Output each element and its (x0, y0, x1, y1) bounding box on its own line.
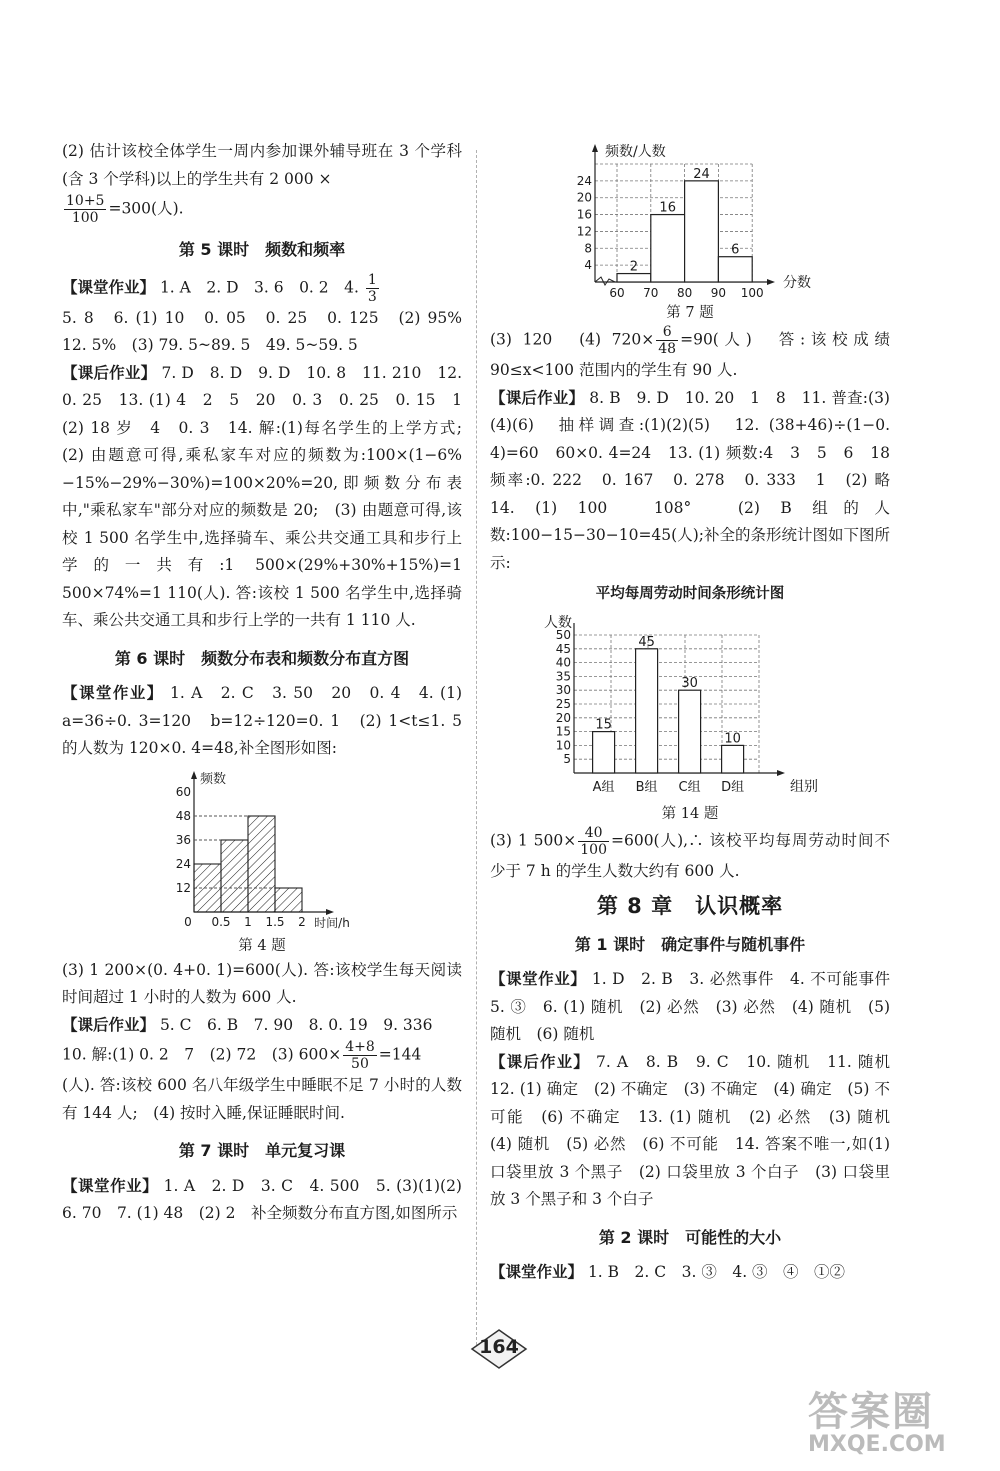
fraction-numerator: 6 (656, 324, 678, 341)
y-axis-label: 人数 (544, 614, 572, 631)
column-divider (476, 150, 477, 1350)
x-axis-arrow (777, 770, 785, 776)
x-tick-label: 60 (609, 286, 625, 300)
right-column (490, 138, 906, 1287)
bar-data-label: 10 (724, 730, 741, 746)
chart-caption-q4: 第 4 题 (238, 937, 286, 954)
ch8-lesson1-class-work (490, 966, 906, 1049)
text-span: =600(人),∴ 该校平均每周劳动时间不少于 7 h 的学生人数大约有 600 人. (490, 831, 890, 880)
fraction-numerator: 1 (367, 271, 377, 288)
fraction (366, 272, 379, 305)
x-tick-label: 0.5 (211, 914, 231, 929)
x-tick-label: 0 (184, 914, 192, 929)
section-heading-lesson7: 第 7 课时 单元复习课 (178, 1141, 346, 1160)
text-span: 8. B 9. D 10. 20 1 8 11. 普查:(3)(4)(6) 抽样调查:(1)(2)(5) 12. (38+46)÷(1−0. 4)=60 60×0. 4=24 13. (1) 频数:4 3 5 6 18 频率:0. 222 0. 167 0. 278 0. 333 1 (2) 略 14. (1) 100 108° (2) B 组的人数:100−15−30−10=45(人);补全的条形统计图如下图所示: (490, 388, 906, 572)
text-span: 1. A 2. C 3. 50 20 0. 4 4. (1) a=36÷0. 3=120 b=12÷120=0. 1 (2) 1<t≤1. 5 的人数为 120×0. 4=48,补全图形如图: (62, 684, 462, 757)
fraction-denominator: 48 (658, 341, 677, 357)
section-tag: 【课堂作业】 (62, 278, 156, 296)
y-tick-label: 40 (555, 655, 571, 670)
x-category-label: A组 (592, 779, 615, 795)
bar-data-label: 45 (638, 634, 655, 650)
text-span: 7. A 8. B 9. C 10. 随机 11. 随机 12. (1) 确定 (2) 不确定 (3) 不确定 (4) 确定 (5) 不可能 (6) 不确定 13. (1) 随机 (2) 必然 (3) 随机 (4) 随机 (5) 必然 (6) 不可能 14. 答案不唯一,如(1) 口袋里放 3 个黑子 (2) 口袋里放 3 个白子 (3) 口袋里放 3 个黑子和 3 个白子 (490, 1052, 906, 1208)
y-tick-label: 4 (584, 258, 592, 273)
left-column (62, 138, 478, 1228)
y-tick-label: 20 (555, 710, 571, 725)
x-axis-label: 时间/h (314, 915, 350, 930)
section-tag: 【课后作业】 (490, 388, 585, 407)
y-tick-label: 12 (175, 880, 191, 895)
histogram-bar (685, 181, 719, 282)
x-axis-label: 分数 (783, 275, 811, 291)
fraction-numerator: 40 (578, 825, 609, 842)
y-tick-label: 5 (563, 751, 571, 766)
y-tick-label: 25 (555, 696, 571, 711)
watermark-logo: 答案圈 (808, 1389, 934, 1435)
lesson5-answers-cont: 5. 8 6. (1) 10 0. 05 0. 25 0. 125 (2) 95% 12. 5% (3) 79. 5~89. 5 49. 5~59. 5 (62, 308, 478, 354)
bar-data-label: 16 (659, 200, 676, 216)
bar (593, 731, 615, 772)
x-axis-arrow (767, 279, 775, 285)
section-tag: 【课后作业】 (62, 363, 157, 382)
fraction-denominator: 100 (580, 841, 607, 858)
x-category-label: B组 (635, 779, 658, 795)
y-tick-label: 20 (576, 190, 592, 205)
text-span: =300(人). (108, 199, 184, 218)
ch8-lesson2-class-work (490, 1259, 890, 1287)
x-category-label: C组 (678, 779, 701, 795)
bar-data-label: 6 (731, 242, 740, 258)
y-tick-label: 24 (175, 856, 191, 871)
y-tick-label: 12 (576, 224, 592, 239)
histogram-bar (275, 888, 302, 912)
x-category-label: D组 (721, 779, 745, 795)
text-span: 7. D 8. D 9. D 10. 8 11. 210 12. 0. 25 13. (1) 4 2 5 20 0. 3 0. 25 0. 15 1 (2) 18 岁 4 0. 3 14. 解:(1)每名学生的上学方式; (2) 由题意可得,乘私家车对应的频数为:100×(1−6%−15%−29%−30%)=100×20%=20,即频数分布表中,"乘私家车"部分对应的频数是 20; (3) 由题意可得,该校 1 500 名学生中,选择骑车、乘公共交通工具和步行上学的一共有:1 500×(29%+30%+15%)=1 500×74%=1 110(人). 答:该校 1 500 名学生中,选择骑车、乘公共交通工具和步行上学的一共有 1 110 人. (62, 363, 478, 629)
text-span: 10. 解:(1) 0. 2 7 (2) 72 (3) 600× (62, 1045, 342, 1064)
histogram-q4 (172, 767, 352, 935)
text-span: 1. D 2. B 3. 必然事件 4. 不可能事件 5. ③ 6. (1) 随机 (2) 必然 (3) 必然 (4) 随机 (5) 随机 (6) 随机 (490, 970, 906, 1043)
chart-caption-q14: 第 14 题 (661, 805, 719, 822)
y-tick-label: 24 (576, 173, 592, 188)
watermark-url: MXQE.COM (808, 1432, 946, 1457)
left-paragraph-estimate (62, 138, 462, 226)
lesson6-answer-10-cont: (人). 答:该校 600 名八年级学生中睡眠不足 7 小时的人数有 144 人; (4) 按时入睡,保证睡眠时间. (62, 1076, 462, 1122)
y-tick-label: 30 (555, 682, 571, 697)
section-tag: 【课后作业】 (490, 1052, 590, 1071)
section-heading-ch8-lesson2: 第 2 课时 可能性的大小 (598, 1227, 782, 1247)
text-span: =90(人) 答:该校成绩 90≤x<100 范围内的学生有 90 人. (490, 330, 890, 379)
section-tag: 【课堂作业】 (62, 1176, 159, 1195)
lesson6-answer-3: (3) 1 200×(0. 4+0. 1)=600(人). 答:该校学生每天阅读时间超过 1 小时的人数为 600 人. (62, 960, 462, 1006)
fraction-denominator: 100 (71, 210, 99, 226)
x-tick-label: 80 (676, 286, 693, 300)
section-tag: 【课堂作业】 (490, 1263, 584, 1281)
bar-data-label: 24 (693, 166, 710, 182)
text-span: 1. A 2. D 3. C 4. 500 5. (3)(1)(2) 6. 70 7. (1) 48 (2) 2 补全频数分布直方图,如图所示 (62, 1176, 478, 1222)
y-axis-arrow (592, 144, 598, 152)
histogram-bar (718, 257, 752, 282)
histogram-bar (651, 215, 685, 282)
x-tick-label: 2 (298, 914, 306, 929)
x-tick-label: 1.5 (265, 914, 285, 929)
bar (722, 745, 744, 773)
chapter-heading-8: 第 8 章 认识概率 (596, 894, 784, 918)
y-tick-label: 45 (555, 641, 571, 656)
bar (679, 690, 701, 773)
right-answer-q14-3 (490, 825, 890, 886)
x-axis-arrow (326, 909, 334, 915)
fraction (656, 324, 678, 357)
axis-break-mark (595, 277, 615, 285)
y-axis-arrow (191, 771, 197, 779)
section-tag: 【课堂作业】 (490, 970, 587, 988)
fraction (64, 193, 106, 226)
histogram-bar (248, 816, 275, 912)
ch8-lesson1-homework (490, 1049, 906, 1214)
fraction-denominator: 50 (351, 1056, 369, 1072)
y-axis-label: 频数/人数 (605, 144, 666, 160)
text-span: (2) 估计该校全体学生一周内参加课外辅导班在 3 个学科(含 3 个学科)以上的学生共有 2 000 × (62, 142, 462, 188)
bar-data-label: 15 (595, 717, 612, 733)
lesson5-class-work (62, 272, 462, 305)
y-tick-label: 15 (555, 724, 571, 739)
y-tick-label: 35 (555, 668, 571, 683)
x-axis-label: 组别 (790, 778, 818, 795)
fraction-numerator: 10+5 (66, 193, 105, 209)
text-span: 5. C 6. B 7. 90 8. 0. 19 9. 336 (155, 1015, 433, 1034)
histogram-q7 (555, 142, 825, 302)
fraction-denominator: 3 (367, 288, 377, 305)
histogram-bar (617, 274, 651, 282)
text-span: 1. A 2. D 3. 6 0. 2 4. (155, 278, 359, 296)
section-tag: 【课堂作业】 (62, 684, 164, 702)
y-tick-label: 50 (555, 627, 571, 642)
y-axis-label: 频数 (200, 771, 227, 787)
section-heading-lesson5: 第 5 课时 频数和频率 (178, 240, 346, 259)
right-answer-3-4 (490, 324, 890, 385)
histogram-bar (221, 840, 248, 912)
x-tick-label: 100 (740, 286, 764, 300)
lesson6-answer-10 (62, 1039, 462, 1072)
fraction (343, 1039, 377, 1072)
lesson6-homework (62, 1012, 462, 1040)
x-tick-label: 1 (244, 914, 252, 929)
bar-data-label: 2 (629, 259, 639, 275)
right-homework (490, 385, 906, 578)
text-span: (3) 120 (4) 720× (490, 330, 655, 349)
y-tick-label: 36 (175, 832, 191, 847)
y-tick-label: 60 (175, 784, 191, 799)
y-tick-label: 16 (576, 207, 592, 222)
text-span: =144 (378, 1045, 422, 1064)
lesson5-homework (62, 360, 478, 635)
lesson7-class-work (62, 1173, 478, 1228)
fraction-numerator: 4+8 (345, 1039, 375, 1055)
chart-caption-q7: 第 7 题 (666, 305, 714, 321)
text-span: (3) 1 500× (490, 831, 577, 849)
fraction (578, 825, 609, 858)
section-heading-ch8-lesson1: 第 1 课时 确定事件与随机事件 (574, 934, 806, 954)
section-tag: 【课后作业】 (62, 1015, 156, 1034)
text-span: 1. B 2. C 3. ③ 4. ③ ④ ①② (583, 1263, 846, 1281)
page-number: 164 (479, 1336, 519, 1358)
y-tick-label: 48 (175, 808, 191, 823)
section-heading-lesson6: 第 6 课时 频数分布表和频数分布直方图 (114, 648, 410, 668)
x-tick-label: 70 (643, 286, 659, 300)
bar-data-label: 30 (681, 675, 698, 691)
y-tick-label: 10 (555, 737, 571, 752)
bar (636, 648, 658, 772)
y-tick-label: 8 (584, 241, 592, 256)
chart-title-q14: 平均每周劳动时间条形统计图 (595, 586, 785, 602)
bar-chart-q14 (540, 613, 840, 803)
lesson6-class-work (62, 680, 462, 763)
x-tick-label: 90 (710, 286, 727, 300)
